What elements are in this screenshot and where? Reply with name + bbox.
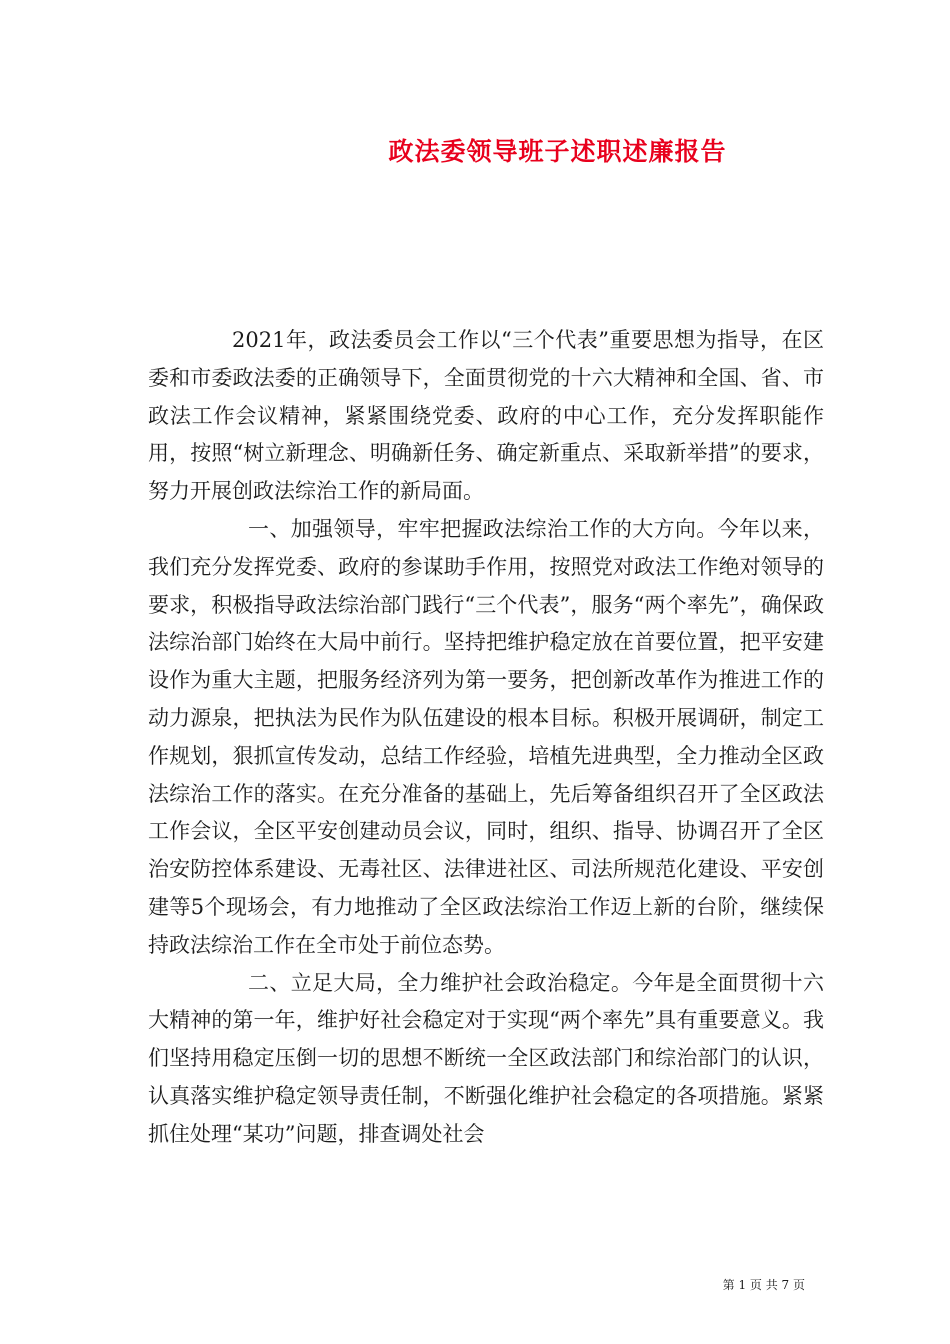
document-title: 政法委领导班子述职述廉报告 [388, 137, 727, 166]
page-number-footer: 第 1 页 共 7 页 [722, 1278, 805, 1292]
paragraph-intro: 2021年，政法委员会工作以“三个代表”重要思想为指导，在区委和市委政法委的正确领导下，全面贯彻党的十六大精神和全国、省、市政法工作会议精神，紧紧围绕党委、政府的中心工作，充分发挥职能作用，按照“树立新理念、明确新任务、确定新重点、采取新举措”的要求，努力开展创政法综治工作的新局面。 [148, 328, 824, 504]
paragraph-section-1: 一、加强领导，牢牢把握政法综治工作的大方向。今年以来，我们充分发挥党委、政府的参谋助手作用，按照党对政法工作绝对领导的要求，积极指导政法综治部门践行“三个代表”，服务“两个率先”，确保政法综治部门始终在大局中前行。坚持把维护稳定放在首要位置，把平安建设作为重大主题，把服务经济列为第一要务，把创新改革作为推进工作的动力源泉，把执法为民作为队伍建设的根本目标。积极开展调研，制定工作规划，狠抓宣传发动，总结工作经验，培植先进典型，全力推动全区政法综治工作的落实。在充分准备的基础上，先后筹备组织召开了全区政法工作会议，全区平安创建动员会议，同时，组织、指导、协调召开了全区治安防控体系建设、无毒社区、法律进社区、司法所规范化建设、平安创建等5个现场会，有力地推动了全区政法综治工作迈上新的台阶，继续保持政法综治工作在全市处于前位态势。 [148, 516, 824, 957]
paragraph-section-2: 二、立足大局，全力维护社会政治稳定。今年是全面贯彻十六大精神的第一年，维护好社会稳定对于实现“两个率先”具有重要意义。我们坚持用稳定压倒一切的思想不断统一全区政法部门和综治部门的认识，认真落实维护稳定领导责任制，不断强化维护社会稳定的各项措施。紧紧抓住处理“某功”问题，排查调处社会 [148, 970, 824, 1146]
document-body [148, 322, 824, 1154]
